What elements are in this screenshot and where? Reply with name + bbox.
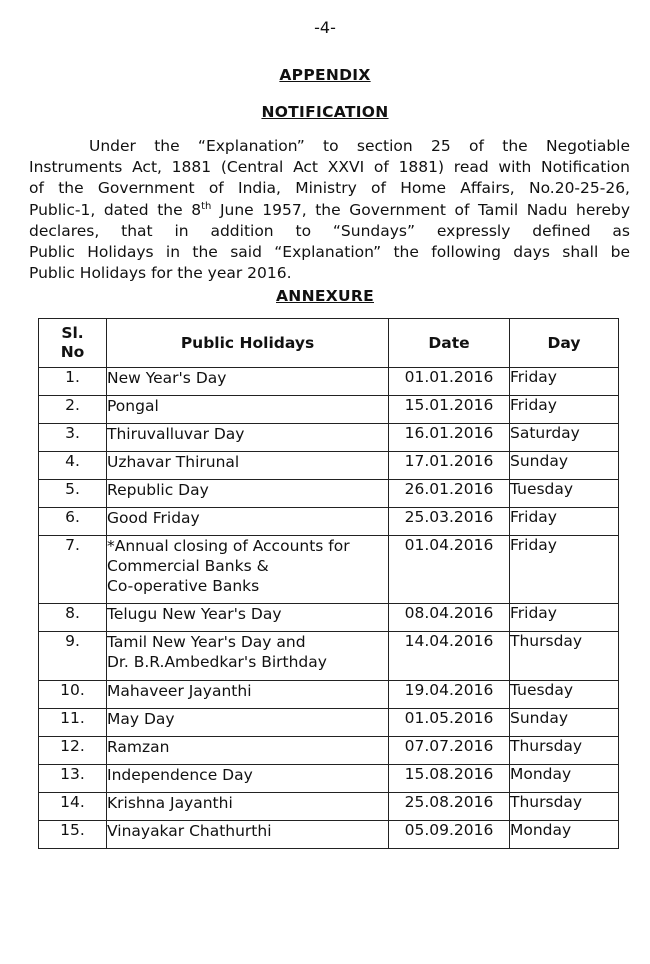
row-day: Friday — [510, 536, 619, 604]
row-date: 16.01.2016 — [389, 424, 510, 452]
row-date: 14.04.2016 — [389, 632, 510, 681]
holiday-name-line: Commercial Banks & — [107, 557, 269, 575]
notification-fragment: June 1957, the Government of Tamil Nadu hereby — [211, 200, 630, 219]
row-holiday-name: Republic Day — [107, 480, 389, 508]
row-holiday-name: Krishna Jayanthi — [107, 793, 389, 821]
row-sl-no: 9. — [39, 632, 107, 681]
row-holiday-name: Ramzan — [107, 737, 389, 765]
row-holiday-name: Thiruvalluvar Day — [107, 424, 389, 452]
notification-paragraph — [29, 136, 630, 284]
header-day: Day — [510, 319, 619, 368]
table-row — [39, 424, 619, 452]
holiday-name-line: Co-operative Banks — [107, 577, 260, 595]
row-sl-no: 4. — [39, 452, 107, 480]
row-holiday-name: May Day — [107, 709, 389, 737]
row-day: Thursday — [510, 737, 619, 765]
ordinal-suffix: th — [201, 200, 212, 212]
row-day: Friday — [510, 604, 619, 632]
row-holiday-name — [107, 536, 389, 604]
notification-fragment: Public-1, dated the 8 — [29, 200, 202, 219]
row-date: 25.08.2016 — [389, 793, 510, 821]
notification-heading: NOTIFICATION — [261, 103, 389, 121]
row-date: 15.08.2016 — [389, 765, 510, 793]
holiday-name-line: Dr. B.R.Ambedkar's Birthday — [107, 653, 327, 671]
table-row — [39, 632, 619, 681]
row-day: Thursday — [510, 793, 619, 821]
row-date: 01.04.2016 — [389, 536, 510, 604]
notification-line: Under the “Explanation” to section 25 of the Negotiable — [89, 137, 630, 155]
row-sl-no: 1. — [39, 368, 107, 396]
row-sl-no: 7. — [39, 536, 107, 604]
notification-line: Public Holidays for the year 2016. — [29, 264, 292, 283]
row-sl-no: 5. — [39, 480, 107, 508]
row-date: 15.01.2016 — [389, 396, 510, 424]
table-row — [39, 765, 619, 793]
holiday-name-line: Tamil New Year's Day and — [107, 633, 306, 651]
row-day: Monday — [510, 765, 619, 793]
row-date: 08.04.2016 — [389, 604, 510, 632]
row-date: 26.01.2016 — [389, 480, 510, 508]
table-row — [39, 368, 619, 396]
row-day: Sunday — [510, 709, 619, 737]
row-sl-no: 12. — [39, 737, 107, 765]
row-sl-no: 13. — [39, 765, 107, 793]
row-date: 17.01.2016 — [389, 452, 510, 480]
row-sl-no: 8. — [39, 604, 107, 632]
row-holiday-name: Pongal — [107, 396, 389, 424]
table-row — [39, 793, 619, 821]
row-sl-no: 6. — [39, 508, 107, 536]
notification-line: declares, that in addition to “Sundays” expressly defined as — [29, 221, 630, 240]
page-number: -4- — [314, 18, 336, 37]
appendix-heading: APPENDIX — [279, 66, 371, 84]
table-row — [39, 709, 619, 737]
row-sl-no: 10. — [39, 681, 107, 709]
row-sl-no: 15. — [39, 821, 107, 849]
row-holiday-name: Telugu New Year's Day — [107, 604, 389, 632]
header-sl-no — [39, 319, 107, 368]
header-public-holidays: Public Holidays — [107, 319, 389, 368]
row-sl-no: 11. — [39, 709, 107, 737]
notification-line: Instruments Act, 1881 (Central Act XXVI of 1881) read with Notification — [29, 158, 630, 177]
table-row — [39, 604, 619, 632]
table-header-row — [39, 319, 619, 368]
row-holiday-name: Uzhavar Thirunal — [107, 452, 389, 480]
row-day: Sunday — [510, 452, 619, 480]
table-row — [39, 821, 619, 849]
row-holiday-name: Mahaveer Jayanthi — [107, 681, 389, 709]
row-day: Thursday — [510, 632, 619, 681]
row-holiday-name — [107, 632, 389, 681]
row-sl-no: 14. — [39, 793, 107, 821]
header-date: Date — [389, 319, 510, 368]
table-row — [39, 536, 619, 604]
row-day: Friday — [510, 368, 619, 396]
notification-line: of the Government of India, Ministry of Home Affairs, No.20-25-26, — [29, 179, 630, 198]
notification-line: Public Holidays in the said “Explanation” the following days shall be — [29, 242, 630, 261]
row-day: Friday — [510, 508, 619, 536]
table-row — [39, 737, 619, 765]
row-date: 19.04.2016 — [389, 681, 510, 709]
row-sl-no: 2. — [39, 396, 107, 424]
row-holiday-name: Good Friday — [107, 508, 389, 536]
row-day: Monday — [510, 821, 619, 849]
table-row — [39, 452, 619, 480]
table-row — [39, 396, 619, 424]
row-date: 07.07.2016 — [389, 737, 510, 765]
header-sl-no-label: Sl. No — [60, 324, 85, 361]
row-sl-no: 3. — [39, 424, 107, 452]
row-day: Tuesday — [510, 480, 619, 508]
holidays-table — [38, 318, 619, 849]
annexure-heading: ANNEXURE — [276, 287, 374, 305]
row-holiday-name: Independence Day — [107, 765, 389, 793]
row-day: Tuesday — [510, 681, 619, 709]
row-date: 01.05.2016 — [389, 709, 510, 737]
row-holiday-name: Vinayakar Chathurthi — [107, 821, 389, 849]
row-day: Saturday — [510, 424, 619, 452]
table-row — [39, 480, 619, 508]
notification-line — [29, 200, 630, 221]
row-date: 25.03.2016 — [389, 508, 510, 536]
table-row — [39, 681, 619, 709]
table-row — [39, 508, 619, 536]
row-date: 01.01.2016 — [389, 368, 510, 396]
holiday-name-line: *Annual closing of Accounts for — [107, 537, 350, 555]
row-day: Friday — [510, 396, 619, 424]
row-holiday-name: New Year's Day — [107, 368, 389, 396]
row-date: 05.09.2016 — [389, 821, 510, 849]
